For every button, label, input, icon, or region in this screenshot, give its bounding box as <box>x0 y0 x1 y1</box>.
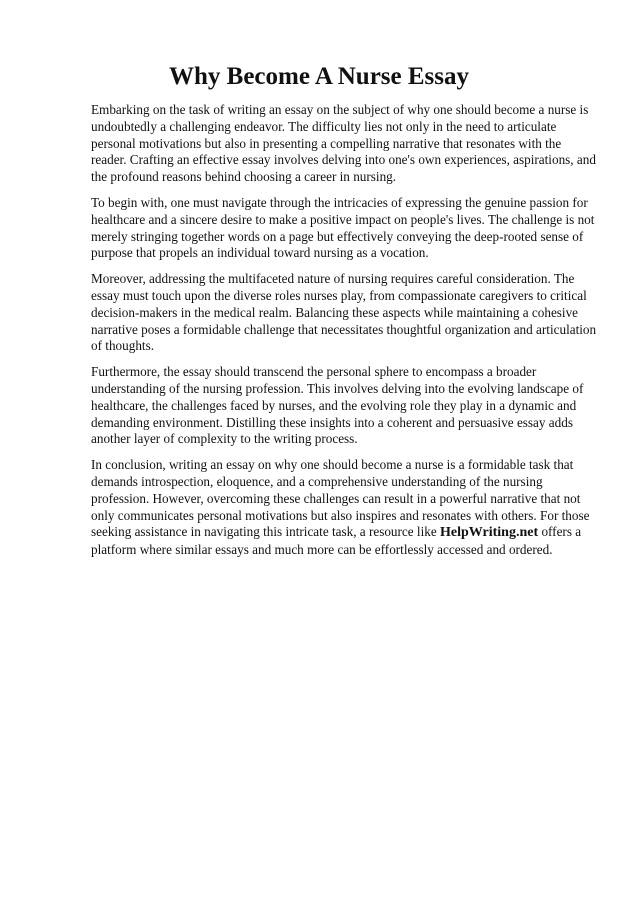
paragraph-intro: Embarking on the task of writing an essay on the subject of why one should become a nurse is undoubtedly a challenging endeavor. The difficulty lies not only in the need to articulate personal motivations but also in presenting a compelling narrative that resonates with the reader. Crafting an effective essay involves delving into one's own experiences, aspirations, and the profound reasons behind choosing a career in nursing. <box>91 102 596 185</box>
conclusion-tail-text: offers a platform where similar essays and much more can be effortlessly accessed and ordered. <box>91 524 582 558</box>
helpwriting-link[interactable]: HelpWriting.net <box>440 525 539 541</box>
paragraph-passion: To begin with, one must navigate through the intricacies of expressing the genuine passion for healthcare and a sincere desire to make a positive impact on people's lives. The challenge is not merely stringing together words on a page but effectively conveying the deep-rooted sense of purpose that propels an individual toward nursing as a vocation. <box>91 194 595 261</box>
essay-body <box>91 102 597 568</box>
conclusion-text: In conclusion, writing an essay on why one should become a nurse is a formidable task that demands introspection, eloquence, and a comprehensive understanding of the nursing profession. However, overcoming these challenges can result in a powerful narrative that not only communicates personal motivations but also inspires and resonates with others. For those seeking assistance in navigating this intricate task, a resource like <box>91 457 590 540</box>
paragraph-roles: Moreover, addressing the multifaceted nature of nursing requires careful consideration. The essay must touch upon the diverse roles nurses play, from compassionate caregivers to critical decision-makers in the medical realm. Balancing these aspects while maintaining a cohesive narrative poses a formidable challenge that necessitates thoughtful organization and articulation of thoughts. <box>91 271 597 354</box>
page-title: Why Become A Nurse Essay <box>169 63 469 90</box>
paragraph-profession: Furthermore, the essay should transcend the personal sphere to encompass a broader understanding of the nursing profession. This involves delving into the evolving landscape of healthcare, the challenges faced by nurses, and the evolving role they play in a dynamic and demanding environment. Distilling these insights into a coherent and persuasive essay adds another layer of complexity to the writing process. <box>91 364 584 447</box>
paragraph-conclusion <box>91 457 597 559</box>
